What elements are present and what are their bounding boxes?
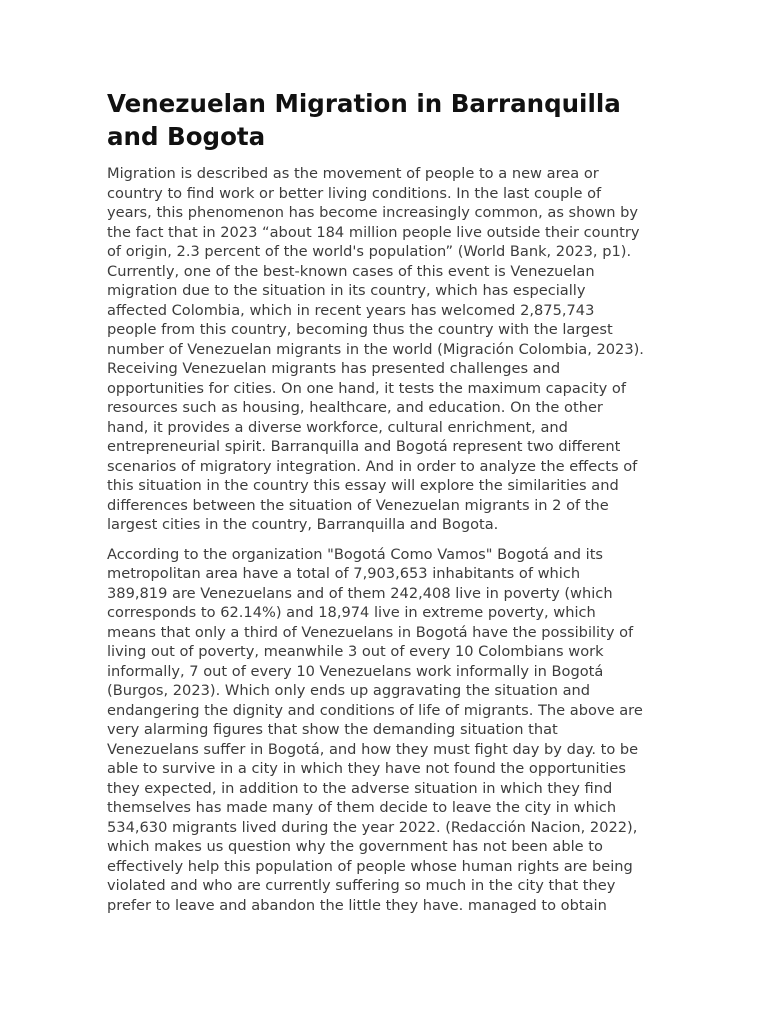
paragraph-line: Venezuelans suffer in Bogotá, and how they must fight day by day. to be [107,740,639,758]
paragraph-line: Migration is described as the movement of people to a new area or [107,165,599,182]
paragraph-line: prefer to leave and abandon the little they have. managed to obtain [107,896,607,914]
paragraph-line: themselves has made many of them decide to leave the city in which [107,799,617,816]
paragraph-line: entrepreneurial spirit. Barranquilla and Bogotá represent two different [107,438,621,455]
paragraph-line: (Burgos, 2023). Which only ends up aggravating the situation and [107,682,591,699]
paragraph-line: years, this phenomenon has become increasingly common, as shown by [107,204,639,221]
document-page [107,88,663,925]
paragraph-line: 389,819 are Venezuelans and of them 242,408 live in poverty (which [107,584,613,602]
paragraph-line: Receiving Venezuelan migrants has presented challenges and [107,360,561,377]
paragraph-line: According to the organization "Bogotá Como Vamos" Bogotá and its [107,545,604,563]
paragraph-line: people from this country, becoming thus the country with the largest [107,321,613,338]
paragraph-line: living out of poverty, meanwhile 3 out of every 10 Colombians work [107,643,604,660]
title-line: and Bogota [107,121,266,151]
paragraph-line: able to survive in a city in which they have not found the opportunities [107,760,626,777]
paragraph-line: violated and who are currently suffering so much in the city that they [107,877,616,894]
paragraph-line: migration due to the situation in its country, which has especially [107,282,586,299]
bogota-paragraph [107,545,663,916]
paragraph-line: country to find work or better living conditions. In the last couple of [107,184,602,202]
paragraph-line: largest cities in the country, Barranquilla and Bogota. [107,516,499,533]
paragraph-line: scenarios of migratory integration. And in order to analyze the effects of [107,457,638,475]
paragraph-line: Currently, one of the best-known cases of this event is Venezuelan [107,262,595,280]
paragraph-line: hand, it provides a diverse workforce, cultural enrichment, and [107,418,568,436]
intro-paragraph [107,164,663,535]
paragraph-line: 534,630 migrants lived during the year 2022. (Redacción Nacion, 2022), [107,818,638,836]
paragraph-line: resources such as housing, healthcare, and education. On the other [107,399,603,416]
paragraph-line: endangering the dignity and conditions of life of migrants. The above are [107,701,643,719]
document-title [107,88,663,153]
paragraph-line: which makes us question why the government has not been able to [107,838,603,855]
paragraph-line: differences between the situation of Venezuelan migrants in 2 of the [107,496,609,514]
paragraph-line: informally, 7 out of every 10 Venezuelans work informally in Bogotá [107,662,604,680]
title-line: Venezuelan Migration in Barranquilla [107,89,621,118]
paragraph-line: corresponds to 62.14%) and 18,974 live in extreme poverty, which [107,604,596,621]
paragraph-line: opportunities for cities. On one hand, it tests the maximum capacity of [107,379,626,397]
paragraph-line: metropolitan area have a total of 7,903,653 inhabitants of which [107,565,581,582]
paragraph-line: affected Colombia, which in recent years has welcomed 2,875,743 [107,301,595,319]
paragraph-line: this situation in the country this essay will explore the similarities and [107,477,619,494]
paragraph-line: means that only a third of Venezuelans in Bogotá have the possibility of [107,623,634,641]
paragraph-line: effectively help this population of people whose human rights are being [107,857,633,875]
paragraph-line: the fact that in 2023 “about 184 million people live outside their country [107,223,640,241]
paragraph-line: of origin, 2.3 percent of the world's population” (World Bank, 2023, p1). [107,243,632,260]
paragraph-line: they expected, in addition to the adverse situation in which they find [107,779,613,797]
paragraph-line: very alarming figures that show the demanding situation that [107,721,558,738]
paragraph-line: number of Venezuelan migrants in the world (Migración Colombia, 2023). [107,340,644,358]
